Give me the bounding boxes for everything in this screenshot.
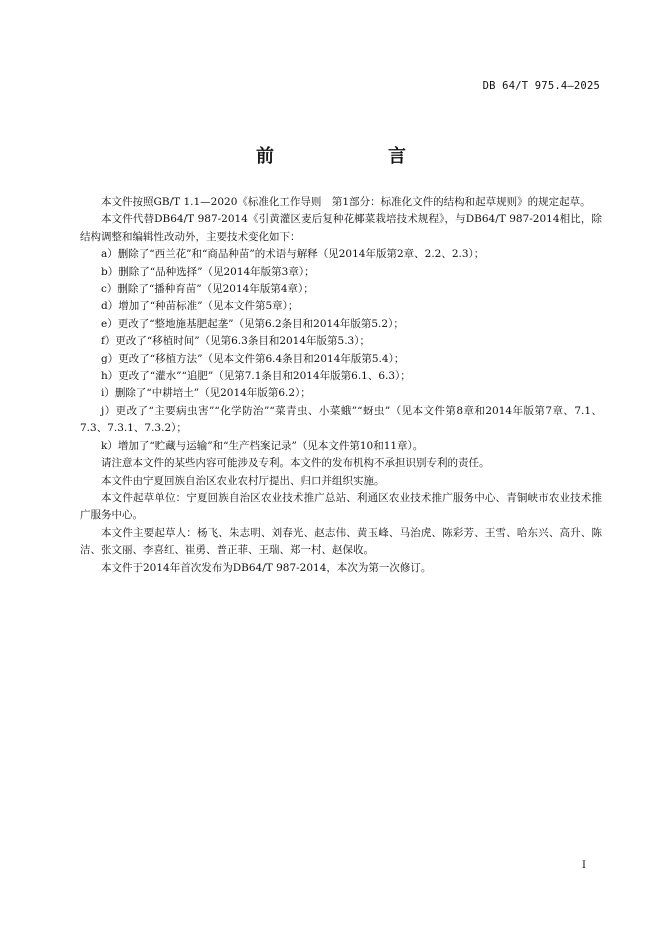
page-number: I (582, 860, 586, 871)
change-item-b: b）删除了“品种选择”（见2014年版第3章）； (101, 265, 315, 278)
foreword-body (80, 194, 602, 577)
paragraph-drafters: 本文件主要起草人：杨飞、朱志明、刘春光、赵志伟、黄玉峰、马治虎、陈彩芳、王雪、哈东兴、高升、陈洁、张文丽、李喜红、崔勇、普正菲、王瑞、郑一村、赵保收。 (80, 526, 602, 557)
paragraph-proposer: 本文件由宁夏回族自治区农业农村厅提出、归口并组织实施。 (101, 474, 385, 487)
change-item-e: e）更改了“整地施基肥起垄”（见第6.2条目和2014年版第5.2）； (101, 317, 404, 330)
change-item-a: a）删除了“西兰花”和“商品种苗”的术语与解释（见2014年版第2章、2.2、2.3）； (101, 248, 485, 261)
change-item-i: i）删除了“中耕培土”（见2014年版第6.2）； (101, 387, 311, 400)
paragraph-drafting-basis: 本文件按照GB/T 1.1—2020《标准化工作导则 第1部分：标准化文件的结构和起草规则》的规定起草。 (101, 196, 591, 208)
change-item-k: k）增加了“贮藏与运输”和“生产档案记录”（见本文件第10和11章）。 (101, 439, 424, 452)
change-item-g: g）更改了“移植方法”（见本文件第6.4条目和2014年版第5.4）； (101, 352, 405, 365)
paragraph-drafting-units: 本文件起草单位：宁夏回族自治区农业技术推广总站、利通区农业技术推广服务中心、青铜峡市农业技术推广服务中心。 (80, 491, 602, 522)
standard-code: DB 64/T 975.4—2025 (482, 80, 600, 92)
paragraph-revision-history: 本文件于2014年首次发布为DB64/T 987-2014，本次为第一次修订。 (101, 561, 432, 574)
paragraph-replacement-note: 本文件代替DB64/T 987-2014《引黄灌区麦后复种花椰菜栽培技术规程》，与DB64/T 987-2014相比，除结构调整和编辑性改动外，主要技术变化如下： (80, 213, 602, 243)
page-title: 前 言 (256, 146, 454, 167)
paragraph-patent-notice: 请注意本文件的某些内容可能涉及专利。本文件的发布机构不承担识别专利的责任。 (101, 457, 490, 470)
change-item-j: j）更改了“主要病虫害”“化学防治”“菜青虫、小菜蛾”“蚜虫”（见本文件第8章和2014年版第7章、7.1、7.3、7.3.1、7.3.2）； (80, 404, 602, 435)
change-item-d: d）增加了“种苗标准”（见本文件第5章）； (101, 300, 299, 313)
change-item-c: c）删除了“播种育苗”（见2014年版第4章）； (101, 283, 314, 296)
change-item-f: f）更改了“移植时间”（见第6.3条目和2014年版第5.3）； (101, 335, 370, 348)
change-item-h: h）更改了“灌水”“追肥”（见第7.1条目和2014年版第6.1、6.3）； (101, 370, 411, 383)
